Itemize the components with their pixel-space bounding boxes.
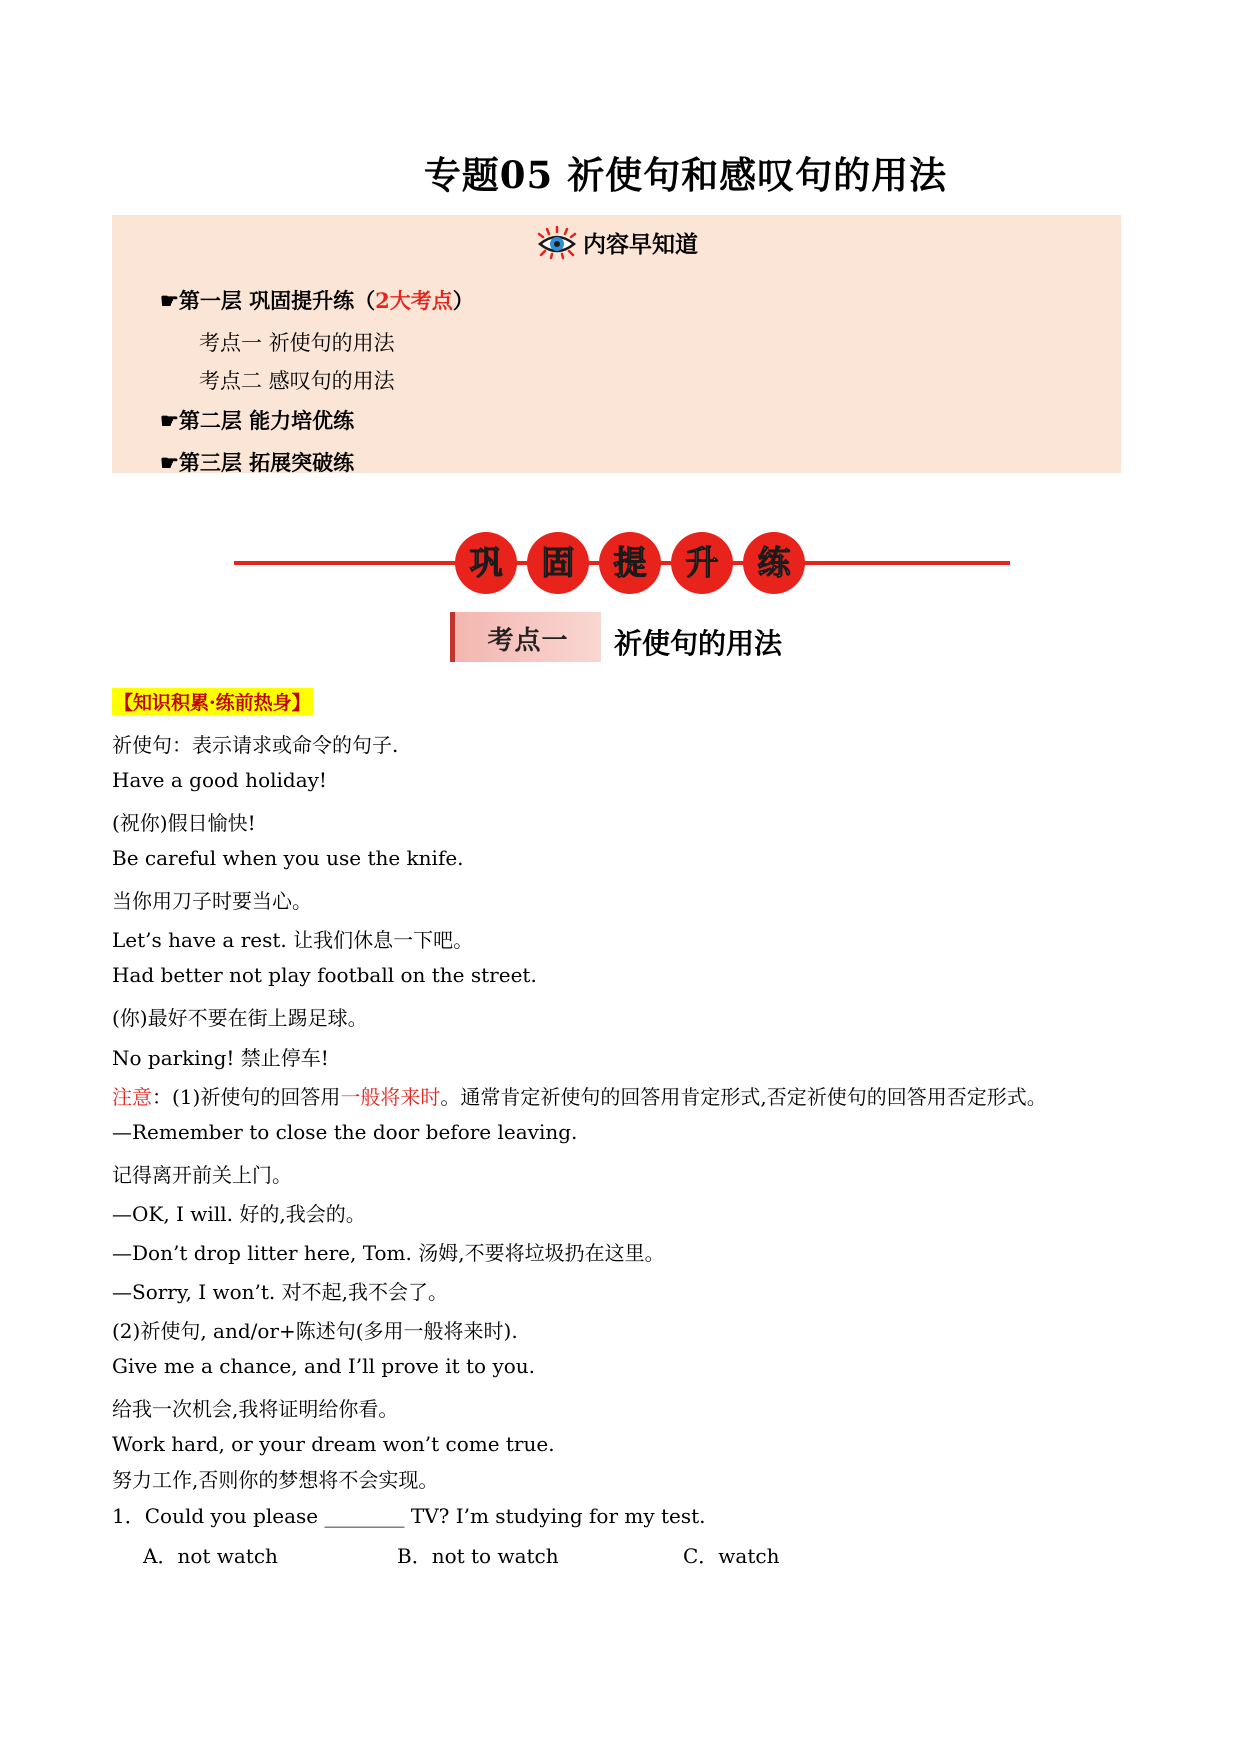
toc-heading-text: 内容早知道 xyxy=(583,231,698,258)
body-line: —Don’t drop litter here, Tom. 汤姆,不要将垃圾扔在这里。 xyxy=(112,1241,665,1265)
body-line: —Remember to close the door before leaving. xyxy=(112,1120,578,1144)
toc-box xyxy=(112,215,1121,473)
body-line: —OK, I will. 好的,我会的。 xyxy=(112,1202,366,1226)
body-line: —Sorry, I won’t. 对不起,我不会了。 xyxy=(112,1280,448,1304)
body-line: No parking! 禁止停车! xyxy=(112,1046,329,1070)
body-line: Give me a chance, and I’ll prove it to you. xyxy=(112,1354,536,1378)
option-b[interactable]: B．not to watch xyxy=(397,1544,559,1568)
question-1: 1．Could you please ________ TV? I’m studying for my test. xyxy=(112,1504,706,1528)
option-a[interactable]: A．not watch xyxy=(143,1544,278,1568)
section-banner xyxy=(234,528,1010,598)
body-line: (祝你)假日愉快! xyxy=(112,811,256,835)
body-line: Be careful when you use the knife. xyxy=(112,846,464,870)
body-line: Let’s have a rest. 让我们休息一下吧。 xyxy=(112,928,474,952)
banner-char: 固 xyxy=(541,543,575,582)
body-line: 当你用刀子时要当心。 xyxy=(112,889,312,913)
section-tag: 考点一 xyxy=(450,612,601,662)
knowledge-label: 【知识积累·练前热身】 xyxy=(112,688,313,715)
body-line: 祈使句：表示请求或命令的句子. xyxy=(112,733,399,757)
note-line: 注意：(1)祈使句的回答用一般将来时。通常肯定祈使句的回答用肯定形式,否定祈使句的回答用否定形式。 xyxy=(112,1085,1047,1109)
section-title: 祈使句的用法 xyxy=(614,627,783,660)
banner-char: 升 xyxy=(685,543,719,582)
option-c[interactable]: C．watch xyxy=(683,1544,780,1568)
eye-icon xyxy=(535,225,579,267)
toc-layer2: ☛第二层 能力培优练 xyxy=(160,408,355,433)
page-title: 专题05 祈使句和感叹句的用法 xyxy=(423,153,948,197)
toc-point1: 考点一 祈使句的用法 xyxy=(199,331,395,355)
toc-heading xyxy=(112,225,1121,267)
toc-point2: 考点二 感叹句的用法 xyxy=(199,369,395,393)
banner-char: 提 xyxy=(613,543,647,582)
body-line: (2)祈使句, and/or+陈述句(多用一般将来时). xyxy=(112,1319,518,1343)
body-line: 记得离开前关上门。 xyxy=(112,1163,292,1187)
body-line: Have a good holiday! xyxy=(112,768,327,792)
toc-layer1: ☛第一层 巩固提升练（2大考点） xyxy=(160,288,474,313)
body-line: Work hard, or your dream won’t come true. xyxy=(112,1432,555,1456)
body-line: Had better not play football on the street. xyxy=(112,963,537,987)
body-line: 努力工作,否则你的梦想将不会实现。 xyxy=(112,1468,439,1492)
toc-layer3: ☛第三层 拓展突破练 xyxy=(160,450,355,475)
body-line: (你)最好不要在街上踢足球。 xyxy=(112,1006,368,1030)
toc-layer1-count: 2大考点 xyxy=(375,288,453,313)
body-line: 给我一次机会,我将证明给你看。 xyxy=(112,1397,399,1421)
banner-char: 练 xyxy=(757,543,791,582)
banner-char: 巩 xyxy=(469,543,503,582)
